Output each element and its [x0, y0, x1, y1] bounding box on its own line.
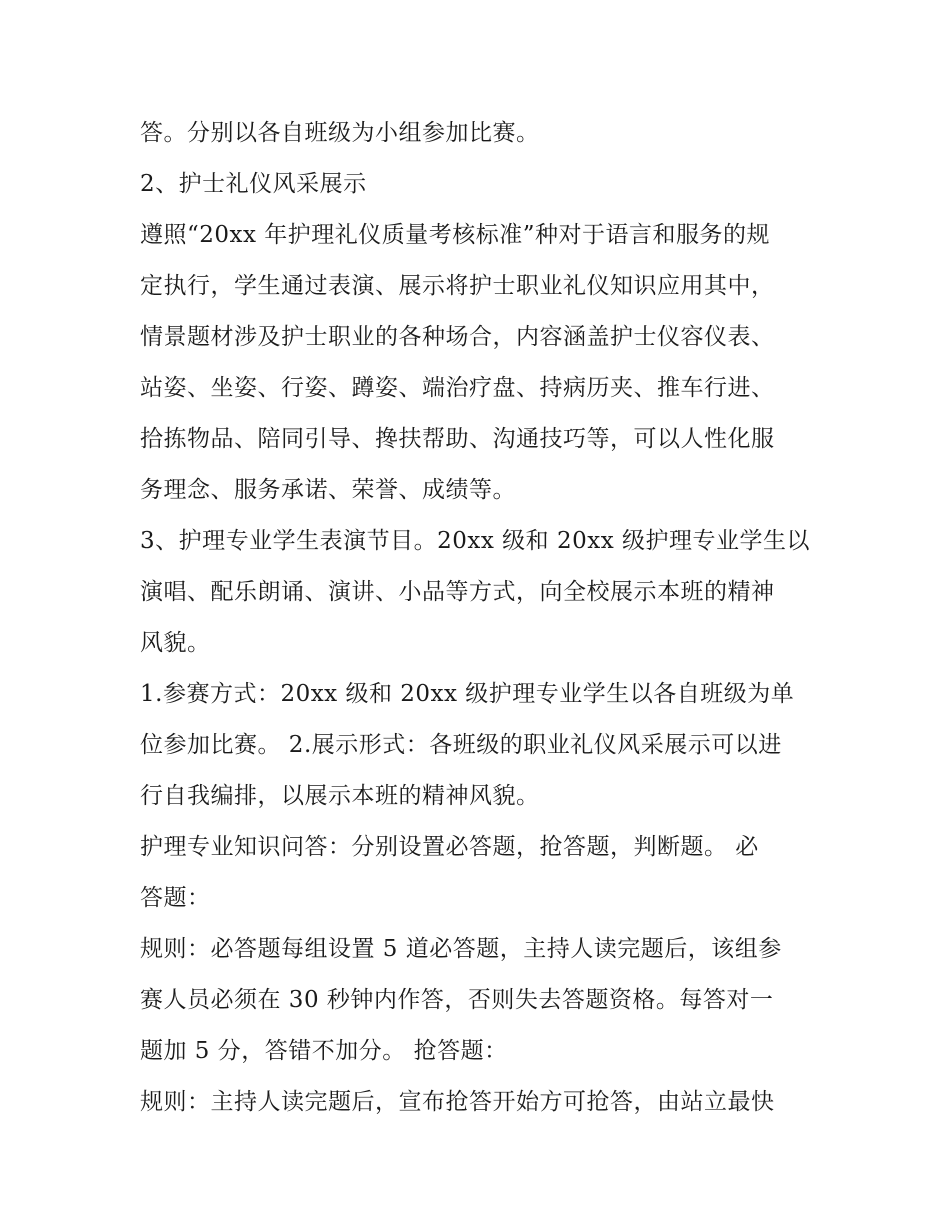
text-line: 答题：	[140, 885, 211, 911]
text-line: 赛人员必须在 30 秒钟内作答，否则失去答题资格。每答对一	[140, 987, 774, 1013]
text-line: 1.参赛方式：20xx 级和 20xx 级护理专业学生以各自班级为单	[140, 681, 795, 707]
text-line: 情景题材涉及护士职业的各种场合，内容涵盖护士仪容仪表、	[140, 324, 775, 350]
text-line: 风貌。	[140, 630, 211, 656]
text-line: 3、护理专业学生表演节目。20xx 级和 20xx 级护理专业学生以	[140, 528, 810, 554]
text-line: 规则：必答题每组设置 5 道必答题，主持人读完题后，该组参	[140, 936, 782, 962]
text-line: 规则：主持人读完题后，宣布抢答开始方可抢答，由站立最快	[140, 1089, 775, 1115]
text-line: 答。分别以各自班级为小组参加比赛。	[140, 120, 540, 146]
text-line: 护理专业知识问答：分别设置必答题，抢答题，判断题。 必	[140, 834, 759, 860]
text-line: 定执行，学生通过表演、展示将护士职业礼仪知识应用其中，	[140, 273, 775, 299]
text-line: 2、护士礼仪风采展示	[140, 171, 367, 197]
text-line: 位参加比赛。 2.展示形式：各班级的职业礼仪风采展示可以进	[140, 732, 782, 758]
text-line: 行自我编排，以展示本班的精神风貌。	[140, 783, 540, 809]
document-body	[140, 108, 820, 1128]
text-line: 演唱、配乐朗诵、演讲、小品等方式，向全校展示本班的精神	[140, 579, 775, 605]
text-line: 站姿、坐姿、行姿、蹲姿、端治疗盘、持病历夹、推车行进、	[140, 375, 775, 401]
text-line: 遵照“20xx 年护理礼仪质量考核标准”种对于语言和服务的规	[140, 222, 771, 248]
text-line: 题加 5 分，答错不加分。 抢答题：	[140, 1038, 508, 1064]
text-line: 务理念、服务承诺、荣誉、成绩等。	[140, 477, 516, 503]
text-line: 拾拣物品、陪同引导、搀扶帮助、沟通技巧等，可以人性化服	[140, 426, 775, 452]
